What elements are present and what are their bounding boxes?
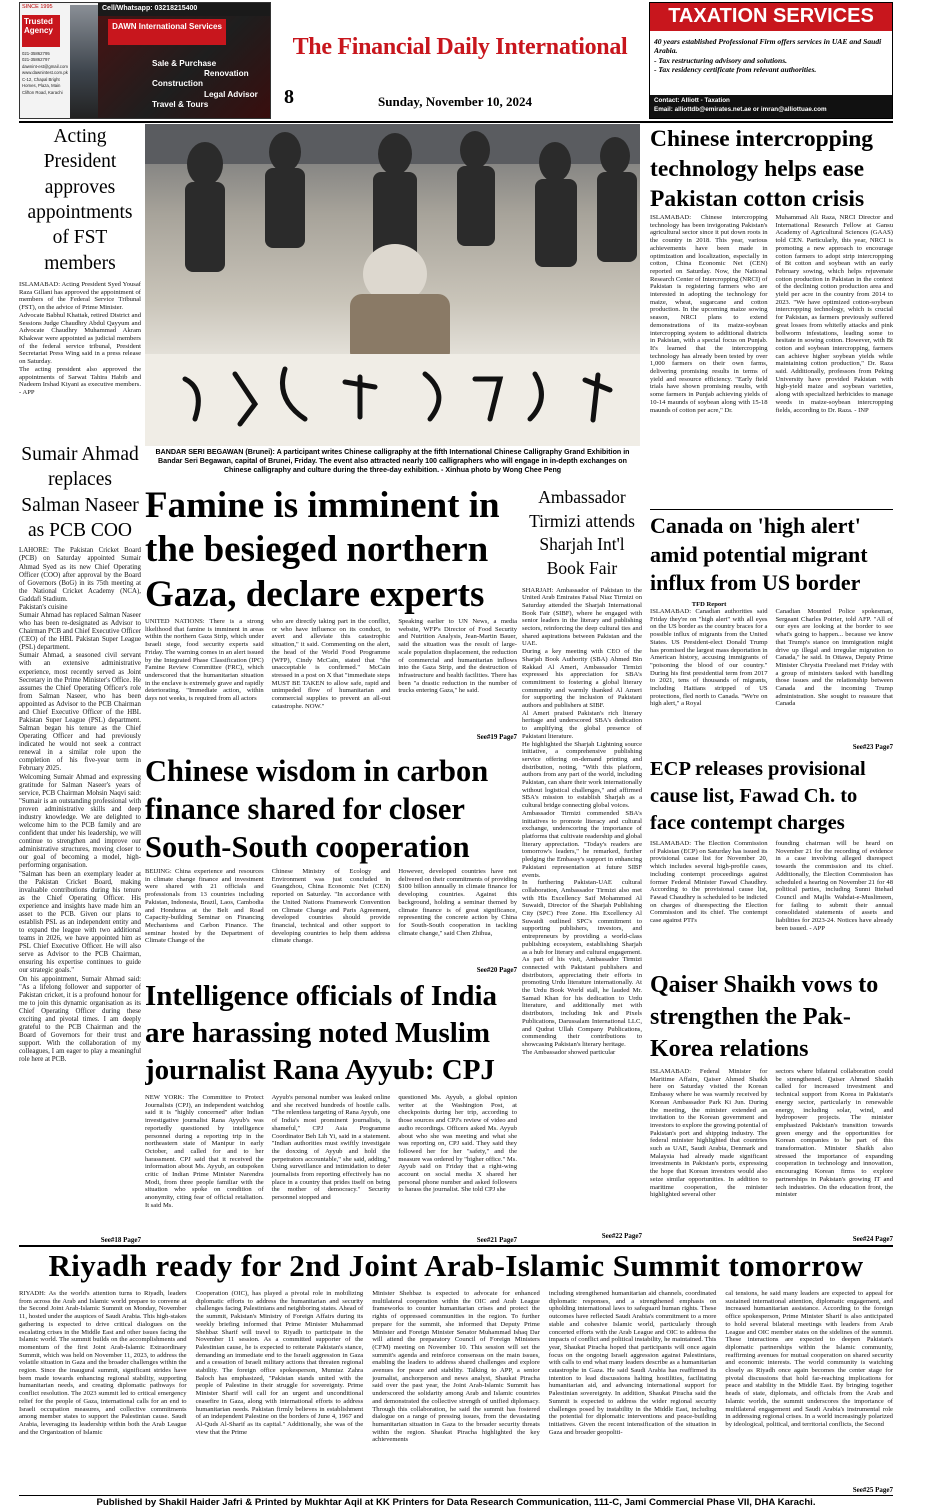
pcb-body: LAHORE: The Pakistan Cricket Board (PCB) on Saturday appointed Sumair Ahmad Syed as its new Chief Operating Officer (COO) after approval by the Board of Governors (BoG) in its 75th meeting at the National Cricket Academy (NCA), Gaddafi Stadium. Pakistan's cuisine Sumair Ahmad has replaced Salman Naseer who has been re-designated as Advisor to Chairman PCB and Chief Executive Officer (CEO) of the HBL Pakistan Super League (PSL) department. Sumair Ahmad, a seasoned civil servant with an extensive administrative experience, most recently served as Joint Secretary in the Prime Minister's Office. He assumes the Chief Operating Officer's role from Salman Naseer, who has been appointed as Advisor to the PCB Chairman and Chief Executive Officer of the HBL Pakistan Super League (PSL) department. Salman began his tenure as the Chief Operating Officer and had previously indicated he would not seek a contract renewal in a similar role upon the completion of his five-year term in February 2025. Welcoming Sumair Ahmad and expressing gratitude for Salman Naseer's years of service, PCB Chairman Mohsin Naqvi said: "Sumair is an outstanding professional with proven administrative skills and deep industry knowledge. We are delighted to welcome him to the PCB family and are confident that under his leadership, we will continue to strengthen and improve our administrative structures, moving closer to our goal of becoming a model, high-performing organisation. "Salman has been an exemplary leader at the Pakistan Cricket Board, making invaluable contributions during his tenure as the Chief Operating Officer. His experience and insights have made him an asset to the PCB. Given our plans to establish PSL as an independent entity and to expand the league with two additional teams in 2026, we have appointed him as PSL Chief Executive Officer. He will also serve as Advisor to the PCB Chairman, ensuring his expertise continues to guide our strategic goals." On his appointment, Sumair Ahmad said: "As a lifelong follower and supporter of Pakistan cricket, it is a profound honour for me to join this dynamic organisation as its Chief Operating Officer during these exciting and pivotal times. I am deeply grateful to the PCB Chairman and the Board of Governors for their trust and support. With the collaboration of my colleagues, I am eager to play a meaningful role here at PCB. — [19, 547, 141, 1064]
cotton-rule — [650, 509, 893, 510]
tax-ad-lines: 40 years established Professional Firm offers services in UAE and Saudi Arabia. - Tax restructuring advisory and solutions. - Tax residency certificate from relevant authorities. — [654, 37, 882, 75]
carbon-col-3: However, developed countries have not delivered on their commitments of providing $100 billion annually in climate finance for developing countries. Against this background, holding a seminar themed by climate finance is of great significance, representing the concrete action by China for South-South cooperation in tackling climate change," said Chen Zhihua, — [398, 868, 517, 937]
calligraphy-scene — [145, 124, 640, 446]
pcb-headline: Sumair Ahmad replaces Salman Naseer as PCB COO — [21, 444, 139, 542]
ayyub-continuation[interactable]: See#21 Page7 — [476, 1236, 517, 1244]
riyadh-col-1: RIYADH: As the world's attention turns to Riyadh, leaders from across the Arab and Islamic world prepare to convene at the Second Joint Arab-Islamic Summit on Monday, November 11, hosted under the auspices of Saudi Arabia. This high-stakes gathering is expected to drive critical dialogues on the escalating crises in the Middle East and other issues facing the Islamic world. The summit builds on the accomplishments and momentum of the first Joint Arab-Islamic Extraordinary Summit, which was held on November 11, 2023, to address the volatile situation in Gaza and the broader challenges within the region. Since the inaugural summit, significant strides have been made towards enhancing regional stability, supporting humanitarian needs, and creating diplomatic pathways for conflict resolution. The 2023 summit led to critical emergency relief for the people of Gaza, international calls for an end to Israeli occupation measures, and collective commitments among member states to support the Palestinian cause. Saudi Arabia, leveraging its leadership within both the Arab League and the Organization of Islamic — [19, 1290, 187, 1436]
sharjah-headline: Ambassador Tirmizi attends Sharjah Int'l Book Fair — [529, 487, 635, 578]
paper-name: The Financial Daily International — [292, 34, 628, 60]
ayyub-col-2: Ayyub's personal number was leaked online and she received hundreds of hostile calls. "The relentless targeting of Rana Ayyub, one of India's most prominent journalists, is shameful," CPJ Asia Programme Coordinator Beh Lih Yi, said in a statement. "Indian authorities must swiftly investigate the doxxing of Ayyub and hold the perpetrators accountable," she said, adding," Using surveillance and intimidation to deter journalists from reporting effectively has no place in a country that prides itself on being the mother of democracy." Security personnel stopped and — [271, 1094, 391, 1202]
cotton-col-1: ISLAMABAD: Chinese intercropping technology has been invigorating Pakistan's agricultural sector since it put down roots in the country in 2018. This year, various achievements have been made in optimization and localization, especially in cotton, China Economic Net (CEN) reported on Saturday. Now, the National Research Center of Intercropping (NRCI) of Pakistan is registering farmers who are interested in adopting the technology for maize, wheat, sugarcane and cotton production. In the upcoming maize sowing season, NRCI plans to extend demonstrations of its maize-soybean intercropping system to additional districts in Pakistan, with a special focus on Punjab. It's learned that the intercropping technology has already been tested by over 1,000 farmers on their own farms, delivering promising results in terms of yield and resource efficiency. "Early field trials have shown promising results, with some farmers in Punjab achieving yields of 10-14 maunds of soybean along with 15-18 maunds of cotton per acre," Dr. — [650, 214, 768, 414]
ecp-col-2: founding chairman will be heard on November 21 for the recording of evidence in a case involving alleged disrespect towards the commission and its chief. Additionally, the Election Commission has scheduled a hearing on November 21 for 48 political parties, including Sunni Ittehad Council and Majlis Wahdat-e-Muslimeen, for failing to submit their annual consolidated statements of assets and liabilities for 2023-24. Notices have already been issued. - APP — [775, 840, 893, 932]
canada-continuation[interactable]: See#23 Page7 — [852, 743, 893, 751]
ayyub-col-3: questioned Ms. Ayyub, a global opinion writer at the Washington Post, at checkpoints during her trip, according to those sources and CPJ's review of video and audio recordings. Officers asked Ms. Ayyub about who she was meeting and what she was reporting on, CPJ said. They said they followed her for her "safety," and the measure was ordered by "higher office." Ms. Ayyub said on Friday that a right-wing account on social media X shared her personal phone number and asked followers to harass the journalist. She told CPJ she — [398, 1094, 517, 1194]
korea-col-1: ISLAMABAD: Federal Minister for Maritime Affairs, Qaiser Ahmed Shaikh here on Saturday visited the Korean Embassy where he was warmly received by Korean Ambassador Park Ki Jun. During the meeting, the minister extended an invitation to the Korean government and investors to explore the growing potential of Pakistan's port and shipping industry. The federal minister highlighted that countries such as UAE, Saudi Arabia, Denmark and Malaysia had already made significant investments in Pakistan's ports, expressing the hope that Korean investors would also seize similar opportunities. In addition to maritime cooperation, the minister highlighted several other — [650, 1068, 768, 1199]
page-number: 8 — [284, 86, 294, 108]
carbon-continuation[interactable]: See#20 Page7 — [476, 966, 517, 974]
carbon-col-1: BEIJING: China experience and resources in climate change finance and investment were shared with 21 officials and professionals from 13 countries including Pakistan, Indonesia, Brazil, Laos, Cambodia and Honduras at the Belt and Road Capacity-building Seminar on Financing Mechanisms and Carbon Finance. The seminar hosted by the Department of Climate Change of the — [145, 868, 264, 945]
carbon-headline: Chinese wisdom in carbon finance shared for closer South-South cooperation — [145, 754, 489, 865]
dawn-ad-established: SINCE 1995 — [22, 4, 53, 10]
riyadh-col-4: including strengthened humanitarian aid channels, coordinated diplomatic responses, and a strengthened emphasis on upholding international laws to safeguard human rights. These outcomes have reflected Saudi Arabia's commitment to a more stable and cohesive Islamic world, particularly through concerted efforts with the Arab League and OIC to address the impacts of conflict and political instability, he maintained. This year, Shaukat Piracha hoped that participants will once again focus on the ongoing Israeli aggression against Palestinians, with calls to end what many leaders describe as a humanitarian catastrophe in Gaza. He said Saudi Arabia has reaffirmed its intention to lead discussions halting hostilities, facilitating humanitarian aid, and advancing international support for Palestinian sovereignty. In addition, Shaukat Piracha said the Summit is expected to address the wider regional security challenges posed by instability in the Middle East, including the potential for diplomatic interventions and peace-building initiatives. Given the recent intensification of the situation in Gaza and broader geopoliti- — [548, 1290, 717, 1436]
canada-col-1: ISLAMABAD: Canadian authorities said Friday they're on "high alert" with all eyes on the US border as the country braces for a possible influx of migrants from the United States. US President-elect Donald Trump has promised the largest mass deportation in American history, accusing immigrants of "poisoning the blood of our country." During his first presidential term from 2017 to 2021, tens of thousands of migrants, including Haitians stripped of US protections, fled north to Canada. "We're on high alert," a Royal — [650, 608, 768, 708]
photo-caption: BANDAR SERI BEGAWAN (Brunei): A participant writes Chinese calligraphy at the fifth International Chinese Calligraphy Grand Exhibition in Bandar Seri Begawan, capital of Brunei, Friday. The event also attracted nearly 100 calligraphers who will engage in in-depth exchanges on Chinese calligraphy and culture during the three-day exhibition. - Xinhua photo by Wong Chee Peng — [155, 448, 630, 474]
riyadh-top-rule — [19, 1245, 893, 1247]
dawn-ad-contacts: 021-35862795 021-35862797 dawnint-est@gmail.com www.dawnintest.com.pk C-12, Chapal Bright Homes, Plaza, Main Clifton Road, Karachi — [22, 51, 68, 95]
riyadh-headline: Riyadh ready for 2nd Joint Arab-Islamic Summit tomorrow — [48, 1248, 864, 1283]
gaza-headline: Famine is imminent in the besieged northern Gaza, declare experts — [145, 485, 500, 614]
korea-body — [650, 1068, 893, 1240]
gaza-col-2: who are directly taking part in the conflict, or who have influence on its conduct, to avert and alleviate this catastrophic situation," it said. Commenting on the alert, the head of the World Food Programme (WFP), Cindy McCain, stated that "the unacceptable is confirmed." McCain stressed in a post on X that "immediate steps MUST BE TAKEN to allow safe, rapid and unimpeded flow of humanitarian and commercial supplies to prevent an all-out catastrophe. NOW." — [271, 618, 391, 710]
dawn-ad-services: Sale & Purchase Renovation Construction Legal Advisor Travel & Tours — [152, 59, 258, 109]
canada-col-2: Canadian Mounted Police spokesman, Sergeant Charles Poirier, told AFP. "All of our eyes are looking at the border to see what's going to happen... because we know that Trump's stance on immigration might drive up illegal and irregular migration to Canada," he said. In Ottawa, Deputy Prime Minister Chrystia Freeland met Friday with a group of ministers tasked with handling those issues and the relationship between Canada and the incoming Trump administration. She sought to reassure that Canada — [775, 608, 893, 708]
fst-headline: Acting President approves appointments of FST members — [27, 126, 133, 274]
ayyub-headline: Intelligence officials of India are harassing noted Muslim journalist Rana Ayyub: CPJ — [145, 980, 498, 1086]
korea-col-2: sectors where bilateral collaboration could be strengthened. Qaiser Ahmed Shaikh called for increased investment and technical support from Korea in Pakistan's energy sector, particularly in renewable energy, including solar, wind, and hydropower projects. The minister emphasized Pakistan's transition towards green energy and the opportunities for Korean companies to be part of this transformation. Minister Shaikh also stressed the importance of expanding cooperation in technology and innovation, encouraging Korean firms to explore partnerships in Pakistan's growing IT and tech industries. On the education front, the minister — [775, 1068, 893, 1199]
ecp-col-1: ISLAMABAD: The Election Commission of Pakistan (ECP) on Saturday has issued its provisional cause list for November 20, which includes several high-profile cases, including contempt proceedings against former Federal Minister Fawad Chaudhry. According to the provisional cause list, Fawad Chaudhry is scheduled to be indicted on charges of disrespecting the Election Commission and its chief. The contempt case against PTI's — [650, 840, 768, 925]
riyadh-continuation[interactable]: See#25 Page7 — [852, 1486, 893, 1494]
gaza-col-1: UNITED NATIONS: There is a strong likelihood that famine is imminent in areas within the northern Gaza Strip, which under Israeli siege, food security experts said Friday. The warning comes in an alert issued by the Integrated Phase Classification (IPC) Famine Review Committee (FRC), which underscored that the humanitarian situation in the enclave is extremely grave and rapidly deteriorating. "Immediate action, within days not weeks, is required from all actors — [145, 618, 264, 703]
sharjah-continuation[interactable]: See#22 Page7 — [601, 1232, 642, 1240]
masthead-rule — [19, 121, 893, 123]
cotton-col-2: Muhammad Ali Raza, NRCI Director and International Research Fellow at Gansu Academy of Agricultural Sciences (GAAS) told CEN. Particularly, this year, NRCI is promoting a new approach to encourage cotton farmers to adopt strip intercropping of Bt cotton and soybean with an early February sowing, which helps rejuvenate cotton production in Pakistan in the context of the declining cotton production area and yield per acre in the country from 2014 to 2023. "We have optimized cotton-soybean intercropping technology, which is crucial for Pakistan, as farmers previously suffered great losses from whitefly attacks and pink bollworm infestations, leading some to hesitate in sowing cotton. However, with Bt cotton and soybean intercropping, farmers can achieve higher soybean yields while maintaining cotton production," Dr. Raza said. Additionally, professors from Peking University have provided Pakistan with high-yield maize and soybean varieties, along with specialized herbicides to manage weeds in maize-soybean intercropping fields, according to Dr. Raza. - INP — [775, 214, 893, 414]
cotton-headline: Chinese intercropping technology helps ease Pakistan cotton crisis — [650, 126, 874, 213]
ayyub-body — [145, 1094, 517, 1242]
carbon-body — [145, 868, 517, 972]
paper-nameplate — [275, 34, 645, 74]
cotton-body — [650, 214, 893, 508]
riyadh-col-3: Minister Shehbaz is expected to advocate for enhanced multilateral cooperation within the OIC and Arab League frameworks to counter humanitarian crises and protect the rights of oppressed communities in the region. To further prepare for the summit, she informed that Deputy Prime Minister and Foreign Minister Senator Muhammad Ishaq Dar will attend the preparatory Council of Foreign Ministers (CFM) meeting on November 10. This session will set the summit's agenda and reinforce consensus on the main issues, enabling the leaders to address shared challenges and explore avenues for peace and stability. Talking to APP, a senior journalist, anchorperson and news analyst, Shaukat Piracha said over the past year, the Joint Arab-Islamic Summit has underscored the solidarity among Arab and Islamic countries and demonstrated the collective strength of unified diplomacy. Through this collaboration, he said the summit has fostered dialogue on a range of pressing issues, from the devastating humanitarian situation in Gaza to the broader security threats within the region. Shaukat Piracha highlighted the key achievements — [372, 1290, 540, 1444]
tax-ad-contact-box: Contact: Alliott - Taxation Email: alliottdb@emirates.net.ae or imran@alliottuae.com — [650, 95, 892, 119]
publisher-footer: Published by Shakil Haider Jafri & Printed by Mukhtar Aqil at KK Printers for Data Research Communication, 111-C, Jami Commercial Phase VII, DHA Karachi. — [96, 1497, 816, 1508]
dawn-ad-right-panel — [98, 3, 271, 119]
ecp-headline: ECP releases provisional cause list, Fawad Ch. to face contempt charges — [650, 758, 866, 835]
building-photo — [70, 5, 98, 118]
riyadh-col-5: cal tensions, he said many leaders are expected to appeal for sustained international attention, diplomatic engagement, and increased humanitarian assistance. According to the foreign office spokesperson, Prime Minister Sharif is also anticipated to hold several bilateral meetings with leaders from Arab League and OIC member states on the sidelines of the summit. These interactions are expected to deepen Pakistan's diplomatic partnerships within the Islamic community, reaffirming avenues for mutual cooperation on shared security and economic interests. The world community is watching closely as Riyadh once again becomes the center stage for pivotal discussions that hold far-reaching implications for peace and stability in the Middle East. By bringing together heads of state, diplomats, and officials from the Arab and Islamic worlds, the summit underscores the importance of multilateral engagement and Saudi Arabia's instrumental role in addressing regional crises. In a world increasingly polarized by ideological, political, and territorial conflicts, the Second — [725, 1290, 893, 1428]
korea-continuation[interactable]: See#24 Page7 — [852, 1235, 893, 1243]
canada-body — [650, 608, 893, 748]
pcb-article — [19, 442, 141, 1244]
riyadh-col-2: Cooperation (OIC), has played a pivotal role in mobilizing diplomatic efforts to address the humanitarian and security challenges facing Palestinians and neighboring states. Ahead of the summit, Pakistan's Ministry of Foreign Affairs during its weekly briefing informed that Prime Minister Muhammad Shehbaz Sharif will travel to Riyadh to participate in the November 11 session. As a committed supporter of the Palestinian cause, he is expected to reiterate Pakistan's stance, demanding an immediate end to the Israeli aggression in Gaza and a cessation of Israeli military actions that threaten regional stability. The foreign office spokesperson, Mumtaz Zahra Baloch has emphasized, "Pakistan stands united with the people of Palestine in their struggle for sovereignty. Prime Minister Sharif will call for an urgent and unconditional ceasefire in Gaza, along with international efforts to address humanitarian needs. Pakistan firmly believes in establishment of an independent Palestine on the borders of June 4, 1967 and Al-Quds Al-Sharif as its capital." Additionally, she was of the view that the Prime — [195, 1290, 364, 1436]
trusted-agency-logo: Trusted Agency — [22, 15, 60, 47]
tax-ad-title: TAXATION SERVICES — [650, 3, 892, 31]
fst-article — [19, 124, 141, 442]
ayyub-col-1: NEW YORK: The Committee to Protect Journalists (CPJ), an independent watchdog said it is "highly concerned" after Indian investigative journalist Rana Ayyub's was reportedly questioned by intelligence personnel during a reporting trip in the northeastern state of Manipur in early October, and called for and to her harassment. CPJ said that it received the information about Ms. Ayyub, an outspoken critic of Indian Prime Minister Narendra Modi, from three people familiar with the situation who spoke on condition of anonymity, citing fear of official retaliation. It said Ms. — [145, 1094, 264, 1209]
taxation-advertisement[interactable] — [649, 2, 893, 119]
ecp-body — [650, 840, 893, 964]
dawn-ad-whatsapp: Cell/Whatsapp: 03218215400 — [98, 3, 271, 16]
gaza-body — [145, 618, 517, 738]
korea-headline: Qaiser Shaikh vows to strengthen the Pak-Korea relations — [650, 972, 879, 1062]
dawn-ad-company: DAWN International Services — [108, 19, 226, 45]
sharjah-body: SHARJAH: Ambassador of Pakistan to the United Arab Emirates Faisal Niaz Tirmizi on Saturday attended the Sharjah International Book Fair (SIBF), where he engaged with senior leaders in the literary and publishing sectors, reinforcing the deep cultural ties and shared aspirations between Pakistan and the UAE. During a key meeting with CEO of the Sharjah Book Authority (SBA) Ahmed Bin Rakkad Al Ameri, Ambassador Tirmizi expressed his appreciation for SBA's commitment to fostering a global literary community and warmly thanked Al Ameri for supporting the inclusion of Pakistani authors and publishers at SIBF. Al Ameri praised Pakistan's rich literary heritage and underscored SBA's dedication to amplifying the global presence of Pakistani literature. He highlighted the Sharjah Lightning source initiative, a comprehensive publishing service offering on-demand printing and distribution, noting, "With this platform, authors from any part of the world, including Pakistan, can share their work internationally without logistical challenges," and affirmed SBA's mission to establish Sharjah as a cultural bridge connecting global voices. Ambassador Tirmizi commended SBA's initiatives to promote literacy and cultural exchange, underscoring the importance of platforms that cultivate readership and global literary appreciation. "Today's readers are tomorrow's leaders," he remarked, further pledging the Embassy's support in enhancing Pakistani representation at future SIBF events. In furthering Pakistan-UAE cultural collaboration, Ambassador Tirmizi also met with His Excellency Saif Mohammed Al Suwaidi, Director of the Sharjah Publishing City (SPC) Free Zone. His Excellency Al Suwaidi outlined SPC's commitment to supporting publishers, investors, and entrepreneurs by providing a world-class publishing ecosystem, establishing Sharjah as a hub for literary and cultural engagement. As part of his visit, Ambassador Tirmizi connected with Pakistani publishers and distributors, appreciating their efforts in promoting Urdu literature internationally. At the Urdu Book World stall, he lauded Mr. Samad Khan for his dedication to Urdu literature, and additionally met with distributors, including Ink and Pixels Publications, Darussalam International LLC, and Qudrat Ullah Company Publications, commending their contributions to showcasing Pakistan's literary heritage. The Ambassador showed particular — [522, 586, 642, 1056]
dawn-advertisement[interactable] — [19, 2, 271, 119]
carbon-col-2: Chinese Ministry of Ecology and Environment was just concluded in Guangzhou, China Economic Net (CEN) reported on Saturday. "In accordance with the United Nations Framework Convention on Climate Change and Paris Agreement, developed countries should provide financial, technical and other support to developing countries to help them address climate change. — [271, 868, 391, 945]
footer-rule — [19, 1495, 893, 1496]
dawn-ad-left-panel — [20, 3, 98, 119]
calligraphy-photo — [145, 124, 640, 446]
sharjah-article — [522, 486, 642, 1234]
gaza-col-3: Speaking earlier to UN News, a media website, WFP's Director of Food Security and Nutrition Analysis, Jean-Martin Bauer, said the situation was the result of large-scale population displacement, the reduction of commercial and humanitarian inflows into the Gaza Strip, and the destruction of infrastructure and health facilities. There has been "a drastic reduction in the number of trucks entering Gaza," he said. — [398, 618, 517, 695]
riyadh-body — [19, 1290, 893, 1494]
canada-byline: TFD Report — [691, 601, 727, 608]
fst-body: ISLAMABAD: Acting President Syed Yousaf Raza Gillani has approved the appointment of members of the Federal Service Tribunal (FST), on the advice of Prime Minister. Advocate Babhul Khattak, retired District and Sessions Judge Chaudhry Abdul Qayyum and Advocate Chaudhry Muhammad Akram Khakwar were appointed as judicial members of the federal service tribunal, President Secretariat Press Wing said in a press release on Saturday. The acting president also approved the appointments of Sarwat Tahira Habib and Nadeem Irshad Kiyani as executive members. - APP — [19, 281, 141, 396]
canada-headline: Canada on 'high alert' amid potential migrant influx from US border — [650, 513, 868, 596]
gaza-continuation[interactable]: See#19 Page7 — [476, 733, 517, 741]
pcb-continuation[interactable]: See#18 Page7 — [100, 1236, 141, 1244]
issue-date: Sunday, November 10, 2024 — [378, 94, 532, 109]
